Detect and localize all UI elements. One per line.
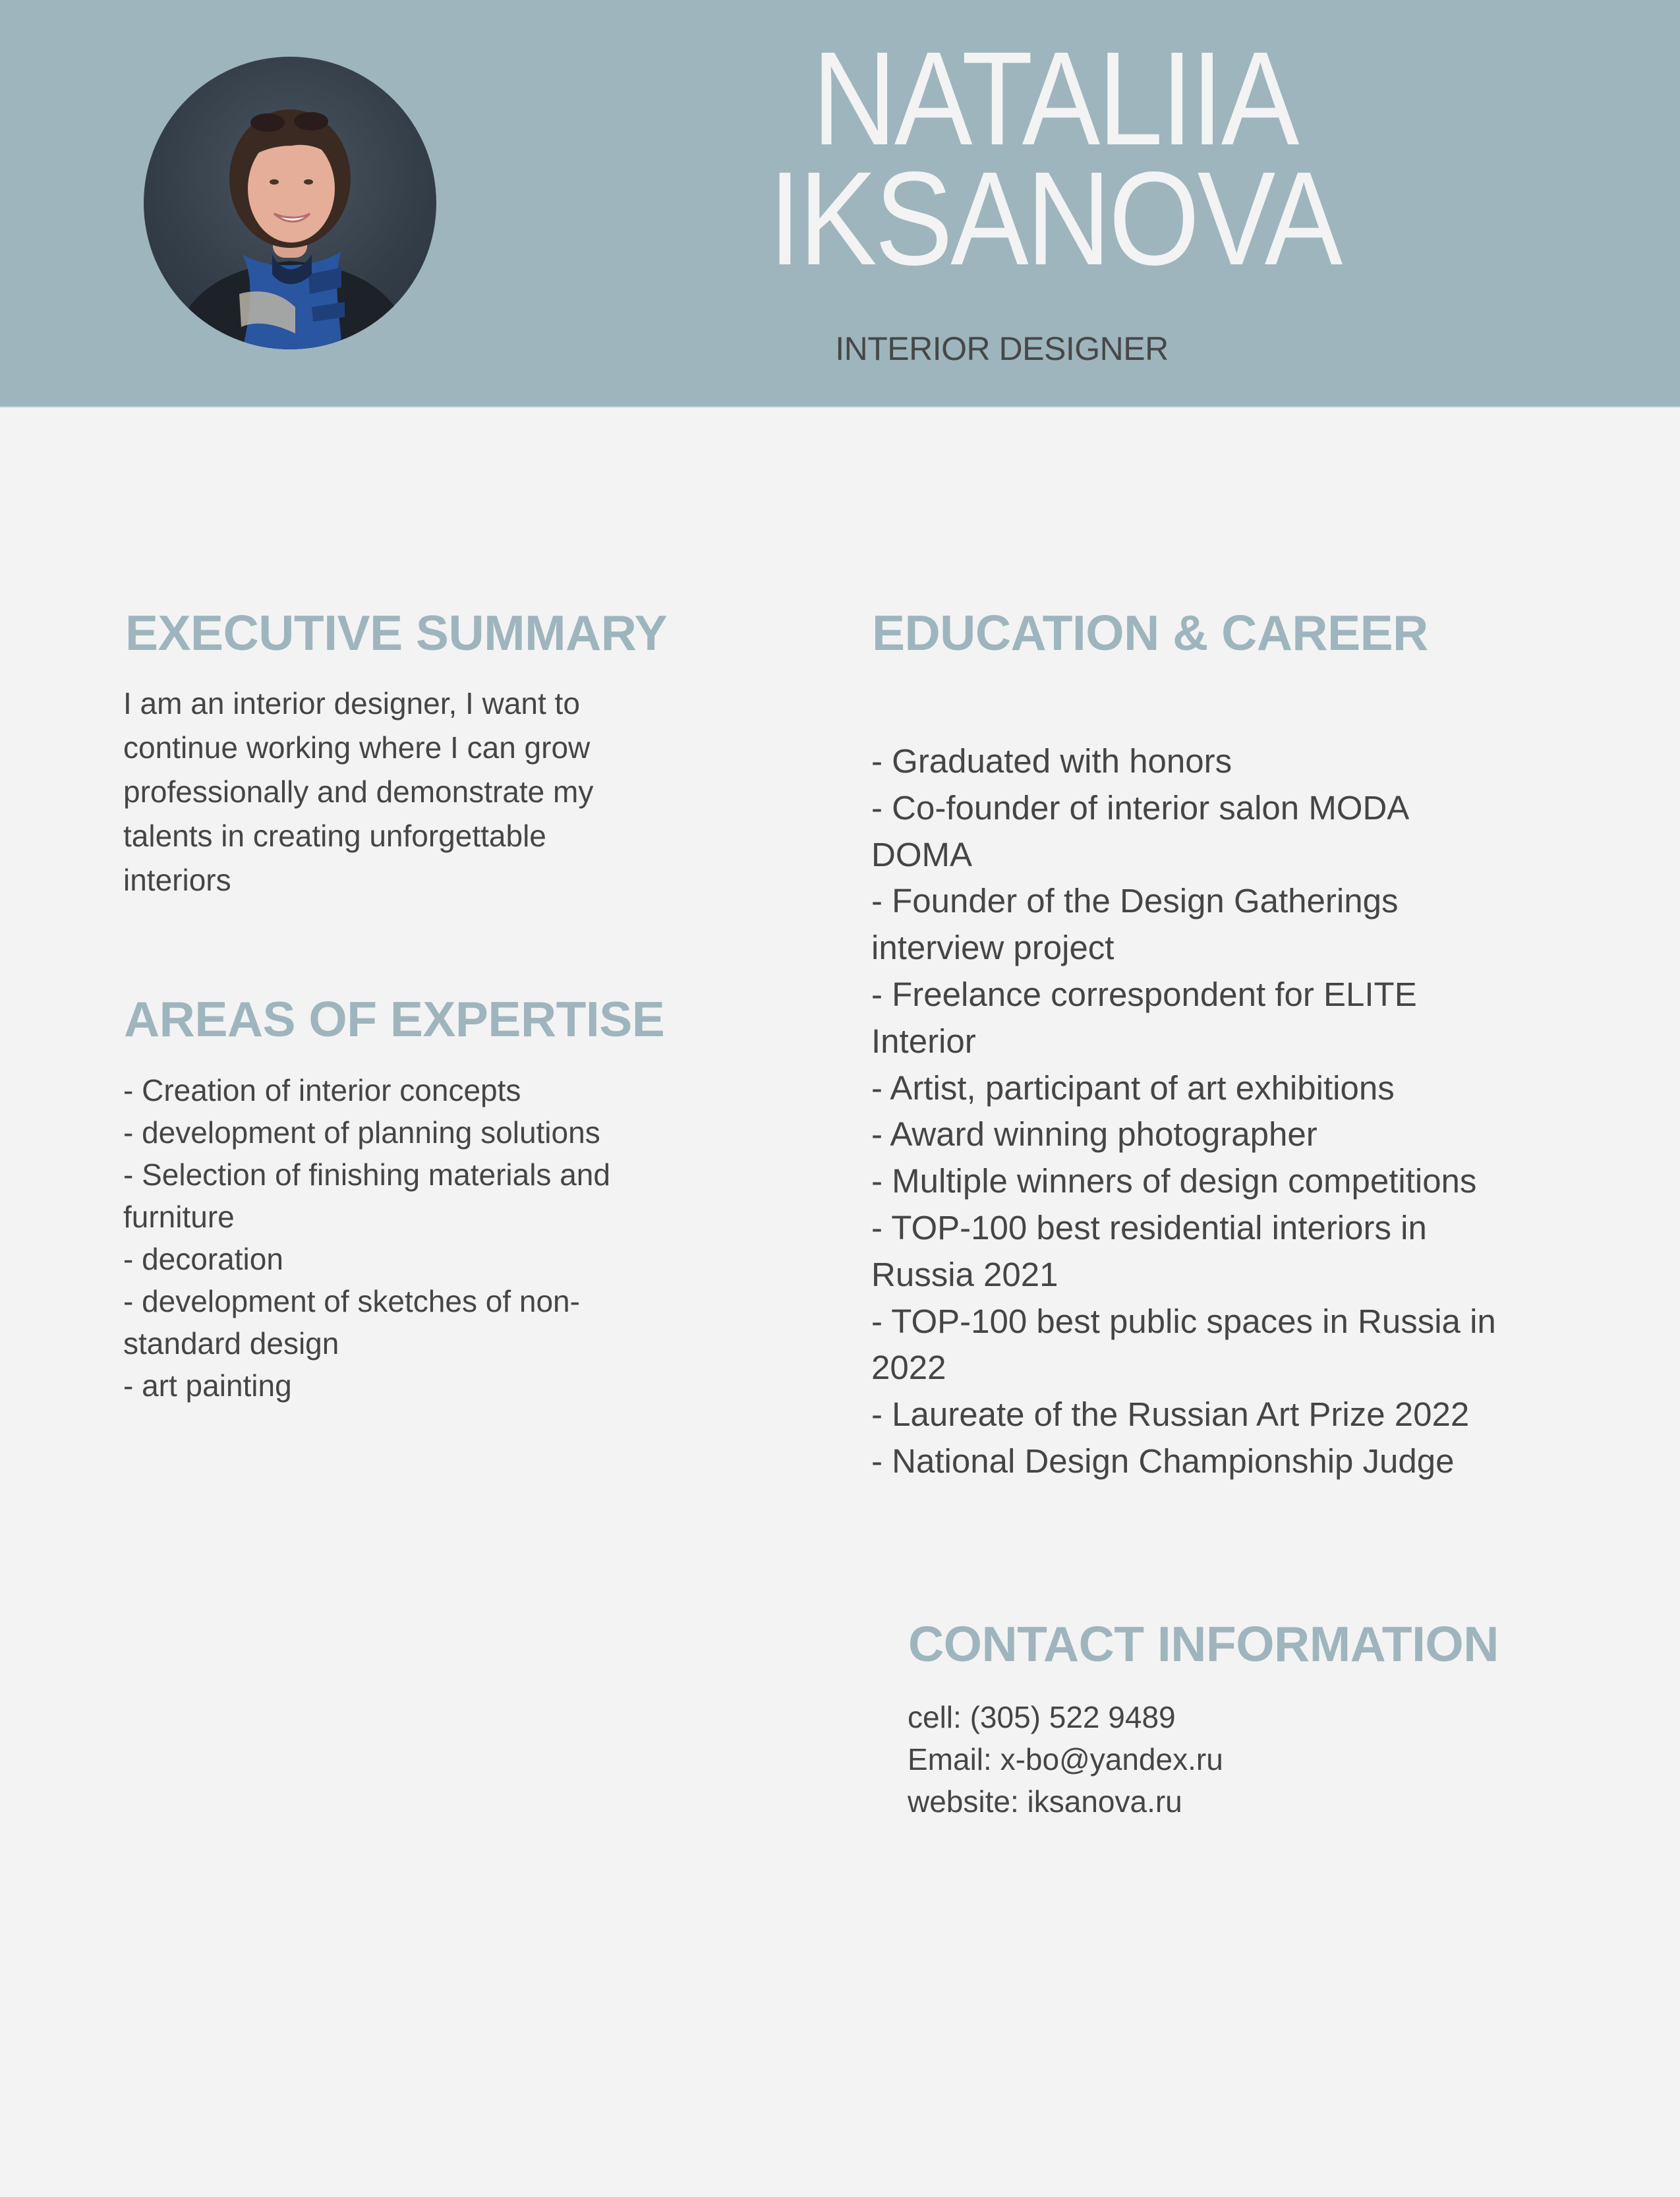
- executive-summary-heading: EXECUTIVE SUMMARY: [125, 605, 668, 660]
- list-item: - Artist, participant of art exhibitions: [871, 1069, 1395, 1107]
- contact-website: website: iksanova.ru: [908, 1784, 1182, 1819]
- portrait-image: [144, 57, 436, 349]
- list-item: - Creation of interior concepts: [123, 1073, 521, 1107]
- list-item: - Founder of the Design Gatherings: [871, 882, 1399, 920]
- candidate-name: [747, 24, 1362, 293]
- summary-line: I am an interior designer, I want to: [123, 686, 580, 720]
- list-item: Interior: [871, 1022, 976, 1060]
- list-item: interview project: [871, 929, 1115, 967]
- list-item: - development of planning solutions: [123, 1115, 600, 1150]
- list-item: standard design: [123, 1326, 339, 1361]
- areas-of-expertise-heading: AREAS OF EXPERTISE: [124, 991, 665, 1047]
- contact-cell: cell: (305) 522 9489: [908, 1700, 1176, 1734]
- list-item: DOMA: [871, 835, 972, 873]
- resume-header: [0, 0, 1680, 407]
- contact-information-heading: CONTACT INFORMATION: [908, 1616, 1499, 1672]
- list-item: - Co-founder of interior salon MODA: [871, 788, 1410, 827]
- list-item: - Selection of finishing materials and: [123, 1157, 610, 1192]
- list-item: - TOP-100 best public spaces in Russia in: [871, 1302, 1496, 1340]
- summary-line: interiors: [123, 863, 231, 897]
- list-item: - Graduated with honors: [871, 742, 1232, 780]
- name-first: NATALIIA: [812, 24, 1297, 173]
- summary-line: professionally and demonstrate my: [123, 775, 594, 809]
- list-item: - Multiple winners of design competitions: [871, 1162, 1477, 1200]
- education-career-list: [871, 738, 1496, 1485]
- executive-summary-text: [123, 682, 593, 902]
- job-title: INTERIOR DESIGNER: [835, 330, 1169, 367]
- list-item: furniture: [123, 1200, 235, 1234]
- education-career-heading: EDUCATION & CAREER: [872, 605, 1428, 660]
- expertise-list: [123, 1069, 610, 1407]
- profile-photo: [144, 57, 436, 349]
- list-item: - TOP-100 best residential interiors in: [871, 1208, 1427, 1246]
- list-item: - art painting: [123, 1368, 292, 1403]
- list-item: - Freelance correspondent for ELITE: [871, 975, 1417, 1013]
- list-item: - decoration: [123, 1242, 283, 1276]
- list-item: 2022: [871, 1349, 946, 1387]
- list-item: - Laureate of the Russian Art Prize 2022: [871, 1395, 1470, 1434]
- summary-line: talents in creating unforgettable: [123, 819, 546, 853]
- list-item: - National Design Championship Judge: [871, 1442, 1455, 1480]
- list-item: Russia 2021: [871, 1255, 1058, 1293]
- list-item: - Award winning photographer: [871, 1115, 1318, 1154]
- contact-email: Email: x-bo@yandex.ru: [908, 1742, 1223, 1776]
- contact-details: [908, 1696, 1223, 1823]
- name-last: IKSANOVA: [768, 144, 1341, 293]
- list-item: - development of sketches of non-: [123, 1284, 580, 1318]
- summary-line: continue working where I can grow: [123, 730, 591, 765]
